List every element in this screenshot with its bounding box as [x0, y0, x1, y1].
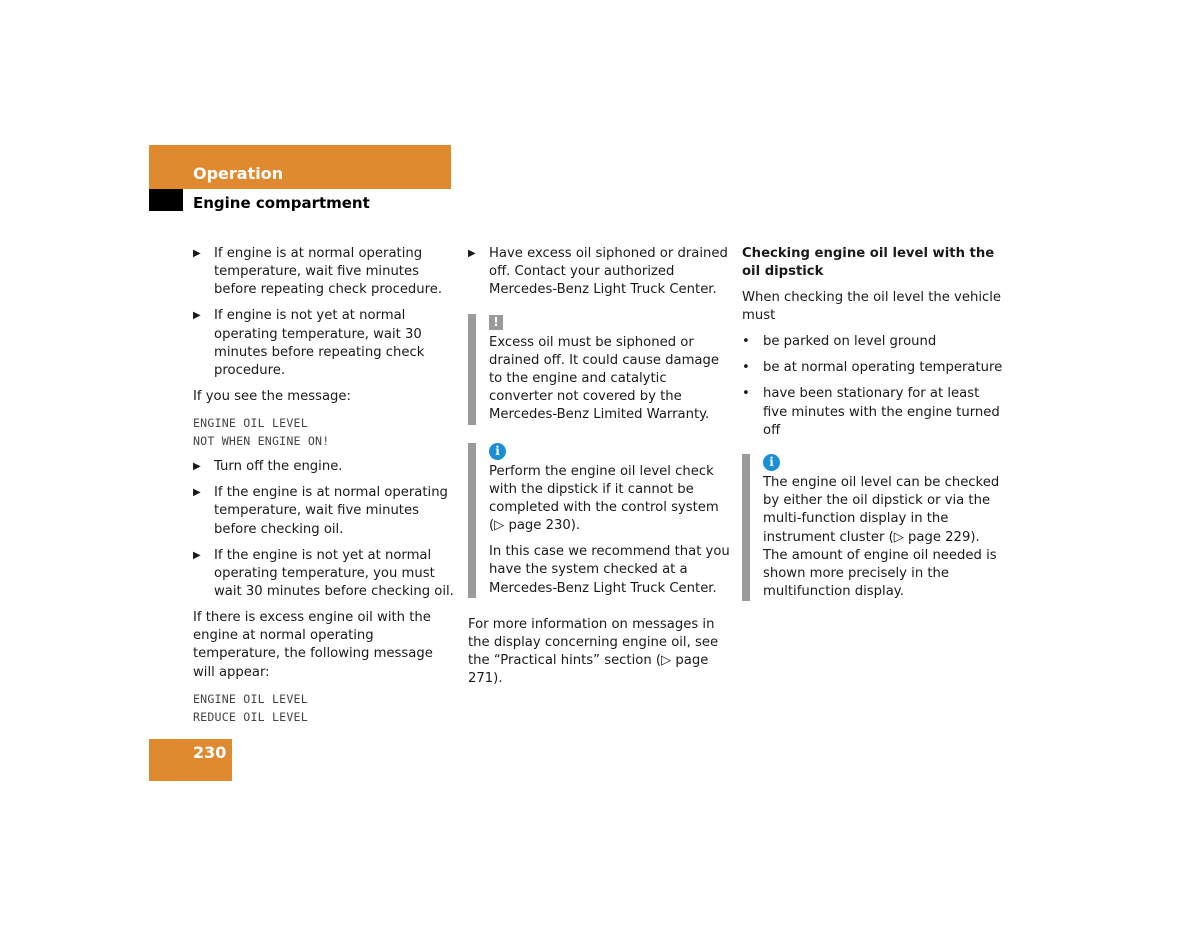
note-bar	[742, 454, 750, 601]
section-heading: Checking engine oil level with the oil dipstick	[742, 246, 995, 280]
warning-icon: !	[489, 315, 503, 330]
step-arrow-icon: ▶	[468, 248, 476, 259]
bullet-text: be parked on level ground	[763, 334, 937, 350]
info-note	[742, 454, 1004, 601]
step-arrow-icon: ▶	[193, 310, 201, 322]
step-text: Have excess oil siphoned or drained off. Contact your authorized Mercedes-Benz Light Truck Center.	[489, 246, 728, 298]
paragraph: If there is excess engine oil with the engine at normal operating temperature, the following message will appear:	[193, 610, 433, 680]
bullet-text: be at normal operating temperature	[763, 360, 1003, 376]
column-left	[193, 245, 455, 734]
note-bar	[468, 443, 476, 598]
paragraph: For more information on messages in the display concerning engine oil, see the “Practical hints” section (▷ page 271).	[468, 616, 719, 687]
column-middle	[468, 245, 730, 696]
step-arrow-icon: ▶	[193, 248, 201, 259]
bullet-item	[742, 359, 1004, 377]
step-text: If engine is not yet at normal operating temperature, wait 30 minutes before repeating check procedure.	[214, 308, 425, 379]
info-text: Perform the engine oil level check with the dipstick if it cannot be completed with the control system (▷ page 230).	[489, 463, 719, 534]
step-arrow-icon: ▶	[193, 461, 201, 473]
step-text: If the engine is not yet at normal operating temperature, you must wait 30 minutes before checking oil.	[214, 547, 454, 600]
instruction-step	[193, 484, 455, 539]
bullet-icon: •	[742, 334, 750, 350]
instruction-step	[468, 245, 730, 300]
note-bar	[468, 314, 476, 425]
paragraph: When checking the oil level the vehicle must	[742, 290, 1002, 324]
display-message-line: REDUCE OIL LEVEL	[193, 709, 308, 724]
display-message-line: ENGINE OIL LEVEL	[193, 416, 308, 431]
instruction-step	[193, 547, 455, 602]
step-arrow-icon: ▶	[193, 549, 201, 561]
display-message-line: NOT WHEN ENGINE ON!	[193, 434, 330, 449]
bullet-item	[742, 333, 1004, 351]
step-arrow-icon: ▶	[193, 487, 201, 499]
warning-note	[468, 314, 730, 425]
bullet-text: have been stationary for at least five minutes with the engine turned off	[763, 386, 1000, 438]
info-icon: i	[489, 443, 506, 460]
section-title: Operation	[193, 164, 284, 183]
info-note	[468, 443, 730, 598]
warning-text: Excess oil must be siphoned or drained off. It could cause damage to the engine and catalytic converter not covered by the Mercedes-Benz Limited Warranty.	[489, 334, 719, 423]
subsection-marker	[149, 189, 183, 211]
instruction-step	[193, 458, 455, 476]
bullet-icon: •	[742, 360, 750, 376]
step-text: If engine is at normal operating temperature, wait five minutes before repeating check procedure.	[214, 246, 443, 298]
bullet-item	[742, 385, 1004, 440]
page-number: 230	[193, 743, 227, 762]
info-text: The engine oil level can be checked by either the oil dipstick or via the multi-function display in the instrument cluster (▷ page 229). The amount of engine oil needed is shown more precisely in the multifunction display.	[763, 475, 1000, 600]
display-message	[193, 414, 455, 450]
step-text: If the engine is at normal operating temperature, wait five minutes before checking oil.	[214, 485, 448, 537]
bullet-icon: •	[742, 386, 750, 402]
instruction-step	[193, 245, 455, 300]
step-text: Turn off the engine.	[214, 459, 343, 475]
display-message-line: ENGINE OIL LEVEL	[193, 691, 308, 706]
instruction-step	[193, 307, 455, 380]
info-text: In this case we recommend that you have the system checked at a Mercedes-Benz Light Truck Center.	[489, 544, 730, 596]
info-icon: i	[763, 454, 780, 471]
subsection-title: Engine compartment	[193, 194, 370, 212]
column-right	[742, 245, 1004, 619]
paragraph: If you see the message:	[193, 389, 351, 405]
display-message	[193, 690, 455, 726]
